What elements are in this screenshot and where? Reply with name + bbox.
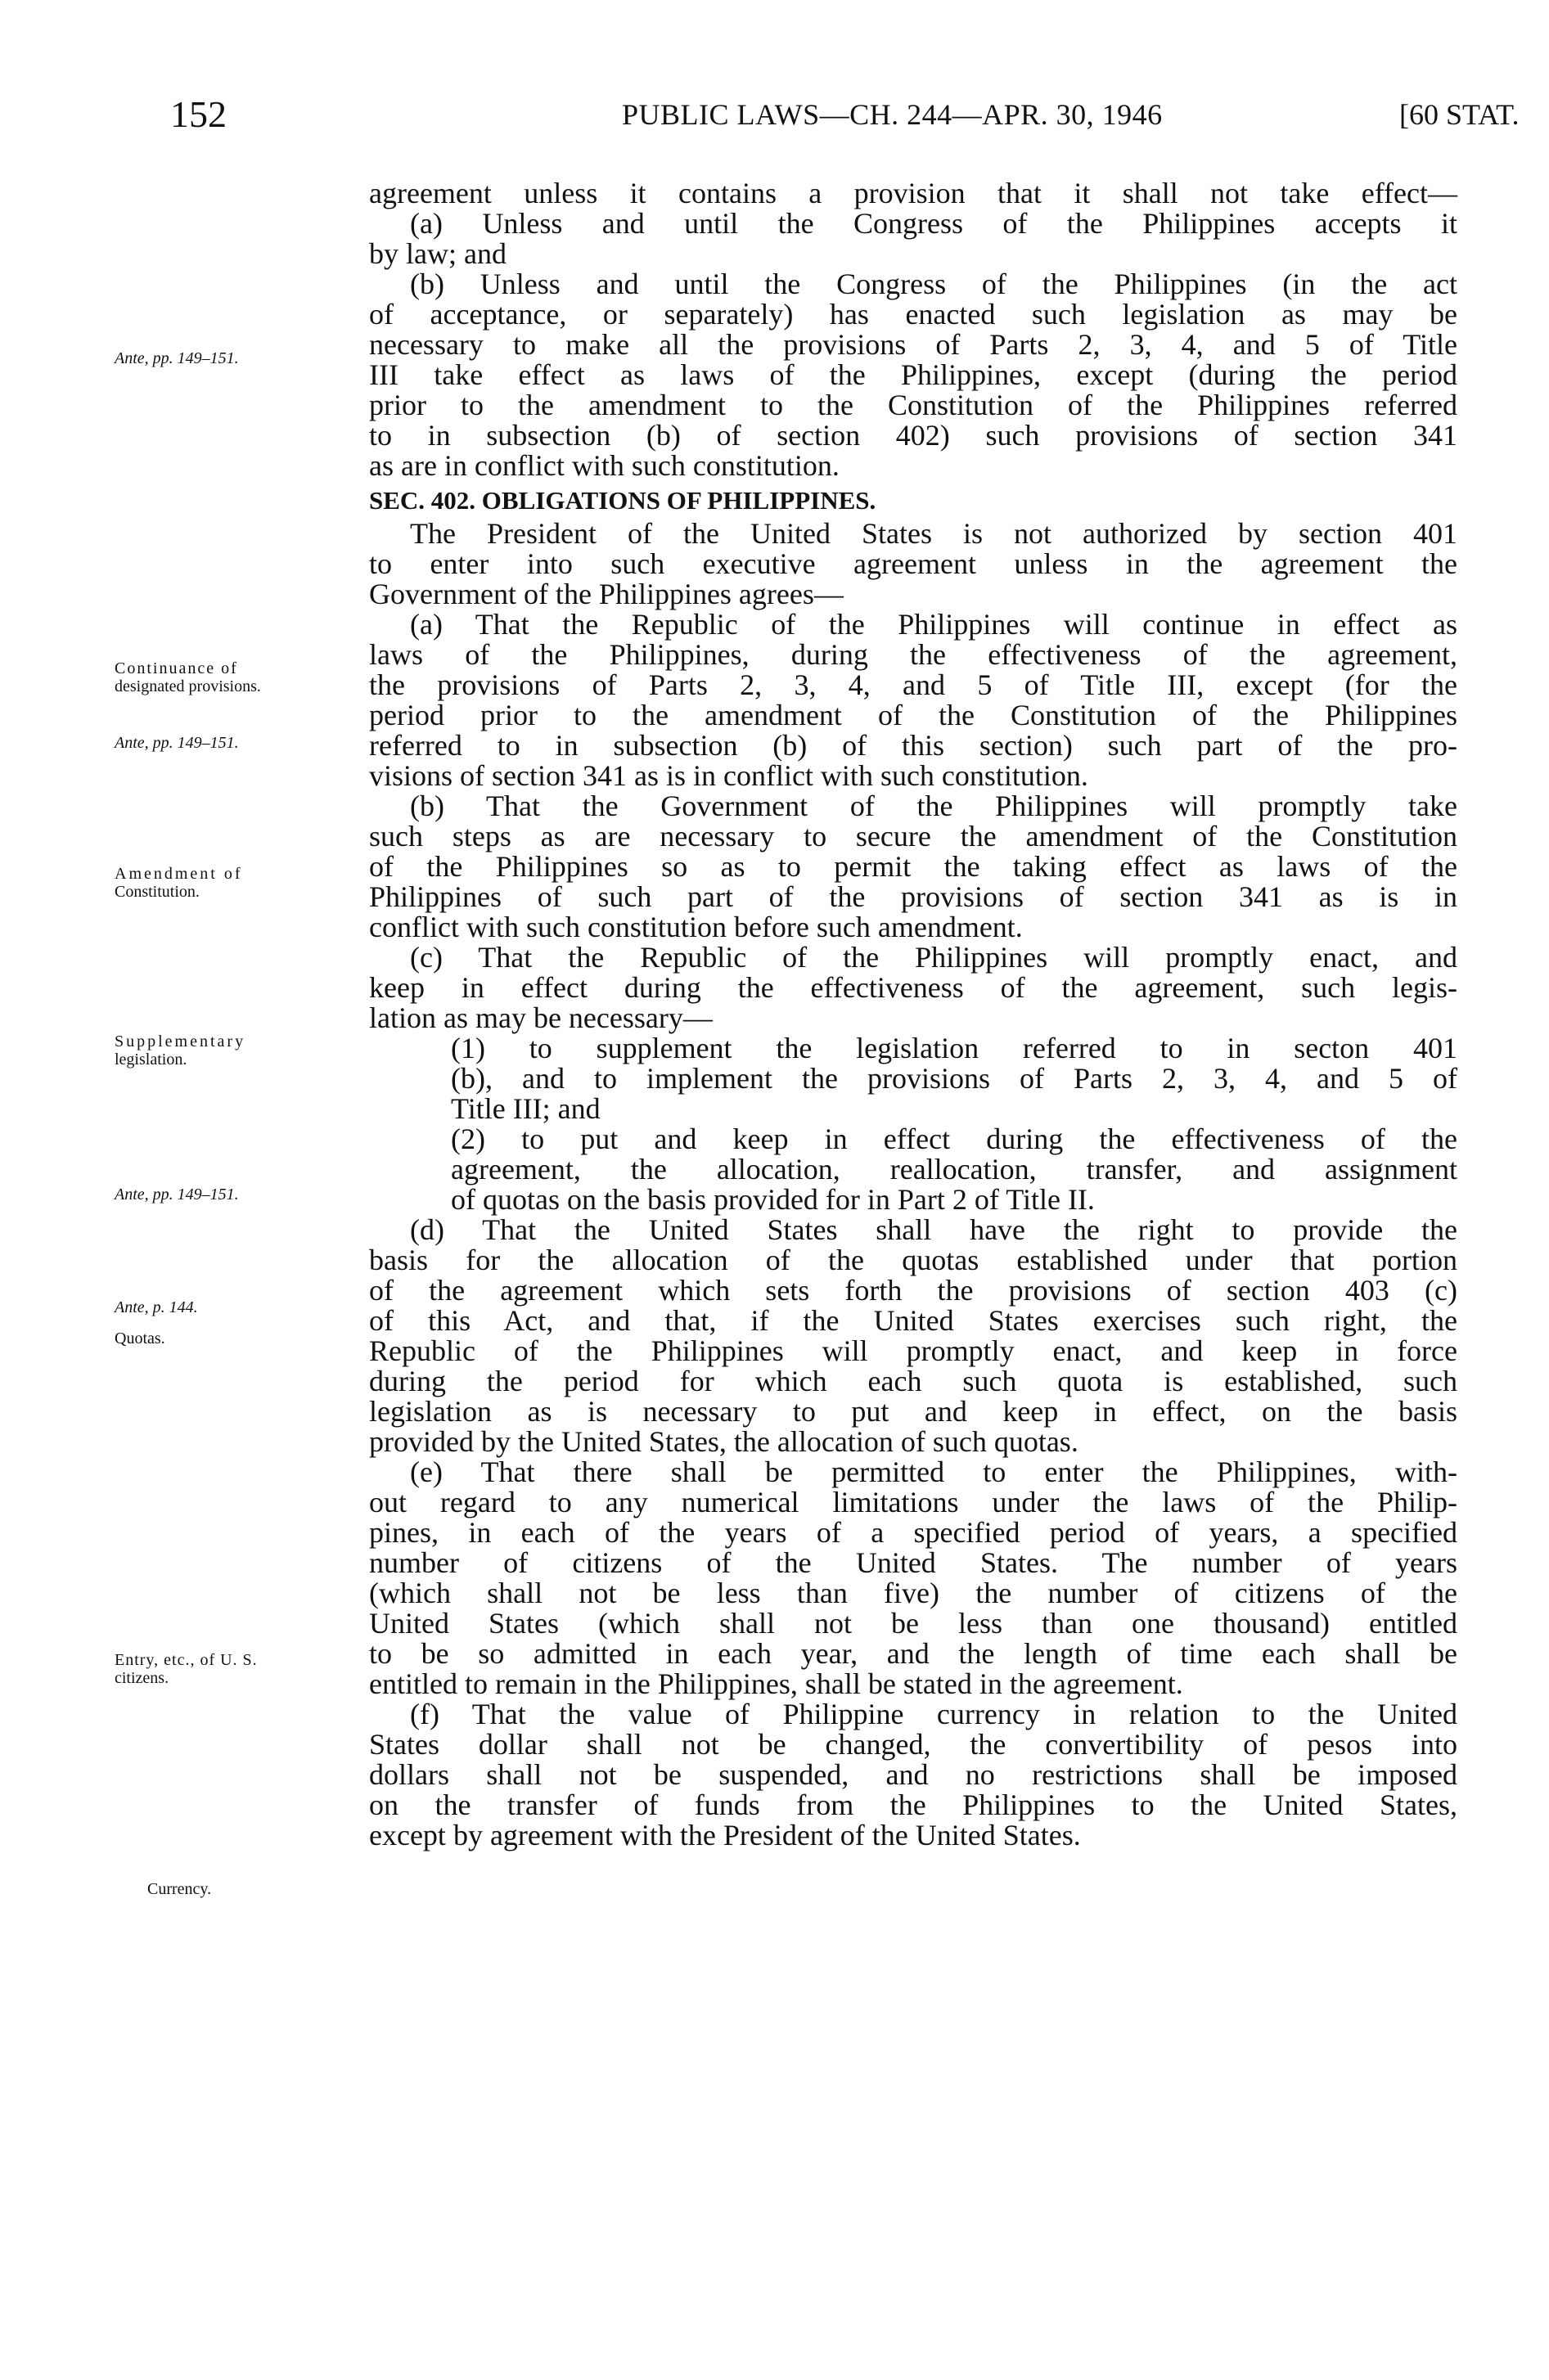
margin-note-entry: Entry, etc., of U. S. citizens. — [115, 1651, 258, 1687]
margin-note-ante: Ante, pp. 149–151. — [115, 1186, 239, 1203]
text-line: of the Philippines so as to permit the taking effect as laws of the — [369, 850, 1457, 883]
text-line: United States (which shall not be less than one thousand) entitled — [369, 1607, 1457, 1640]
text-line: to in subsection (b) of section 402) such provisions of section 341 — [369, 419, 1457, 452]
margin-note-ante: Ante, pp. 149–151. — [115, 734, 239, 752]
text-line: of this Act, and that, if the United States exercises such right, the — [369, 1304, 1457, 1337]
text-line: (a) That the Republic of the Philippines will continue in effect as — [410, 608, 1457, 641]
text-line: (d) That the United States shall have the right to provide the — [410, 1213, 1457, 1246]
margin-note-ante: Ante, p. 144. — [115, 1298, 198, 1316]
text-line: agreement, the allocation, reallocation, transfer, and assignment — [451, 1153, 1457, 1186]
margin-note-ante: Ante, pp. 149–151. — [115, 349, 239, 367]
text-line: prior to the amendment to the Constitution of the Philippines referred — [369, 389, 1457, 421]
text-line: (a) Unless and until the Congress of the Philippines accepts it — [410, 207, 1457, 240]
text-line: (b) Unless and until the Congress of the Philippines (in the act — [410, 268, 1457, 300]
text-line: (2) to put and keep in effect during the effectiveness of the — [451, 1123, 1457, 1155]
text-line: (f) That the value of Philippine currency in relation to the United — [410, 1698, 1457, 1730]
text-line: to enter into such executive agreement unless in the agreement the — [369, 547, 1457, 580]
text-line: during the period for which each such quota is established, such — [369, 1365, 1457, 1397]
text-line: as are in conflict with such constitution. — [369, 449, 840, 482]
text-line: the provisions of Parts 2, 3, 4, and 5 of Title III, except (for the — [369, 668, 1457, 701]
text-line: out regard to any numerical limitations under the laws of the Philip- — [369, 1486, 1457, 1518]
text-line: States dollar shall not be changed, the convertibility of pesos into — [369, 1728, 1457, 1761]
section-heading: SEC. 402. OBLIGATIONS OF PHILIPPINES. — [369, 486, 876, 515]
text-line: (b), and to implement the provisions of Parts 2, 3, 4, and 5 of — [451, 1062, 1457, 1095]
text-line: conflict with such constitution before such amendment. — [369, 911, 1023, 943]
volume-reference: [60 STAT. — [1399, 98, 1520, 131]
page-number: 152 — [170, 93, 227, 135]
body-text — [369, 178, 1457, 1851]
margin-note-continuance: Continuance of designated provisions. — [115, 659, 261, 695]
text-line: of the agreement which sets forth the provisions of section 403 (c) — [369, 1274, 1457, 1307]
text-line: (b) That the Government of the Philippines will promptly take — [410, 790, 1457, 822]
running-head: PUBLIC LAWS—CH. 244—APR. 30, 1946 — [622, 98, 1163, 131]
text-line: The President of the United States is not authorized by section 401 — [410, 517, 1457, 550]
text-line: agreement unless it contains a provision that it shall not take effect— — [369, 177, 1457, 209]
text-line: entitled to remain in the Philippines, shall be stated in the agreement. — [369, 1667, 1183, 1700]
text-line: (c) That the Republic of the Philippines will promptly enact, and — [410, 941, 1457, 974]
margin-note-amendment: Amendment of Constitution. — [115, 865, 243, 901]
text-line: (which shall not be less than five) the number of citizens of the — [369, 1577, 1457, 1609]
text-line: dollars shall not be suspended, and no restrictions shall be imposed — [369, 1758, 1457, 1791]
text-line: keep in effect during the effectiveness of the agreement, such legis- — [369, 971, 1457, 1004]
text-line: legislation as is necessary to put and keep in effect, on the basis — [369, 1395, 1457, 1428]
text-line: provided by the United States, the allocation of such quotas. — [369, 1425, 1078, 1458]
text-line: Title III; and — [451, 1092, 601, 1125]
text-line: Government of the Philippines agrees— — [369, 578, 844, 610]
text-line: laws of the Philippines, during the effectiveness of the agreement, — [369, 638, 1457, 671]
text-line: on the transfer of funds from the Philippines to the United States, — [369, 1788, 1457, 1821]
text-line: referred to in subsection (b) of this section) such part of the pro- — [369, 729, 1457, 762]
text-line: (e) That there shall be permitted to enter the Philippines, with- — [410, 1455, 1457, 1488]
text-line: III take effect as laws of the Philippines, except (during the period — [369, 358, 1457, 391]
text-line: period prior to the amendment of the Constitution of the Philippines — [369, 699, 1457, 731]
text-line: basis for the allocation of the quotas established under that portion — [369, 1244, 1457, 1276]
text-line: of acceptance, or separately) has enacted such legislation as may be — [369, 298, 1457, 331]
text-line: Philippines of such part of the provisions of section 341 as is in — [369, 880, 1457, 913]
text-line: by law; and — [369, 237, 507, 270]
text-line: to be so admitted in each year, and the length of time each shall be — [369, 1637, 1457, 1670]
text-line: necessary to make all the provisions of Parts 2, 3, 4, and 5 of Title — [369, 328, 1457, 361]
margin-note-supplementary: Supplementary legislation. — [115, 1033, 246, 1069]
text-line: number of citizens of the United States. The number of years — [369, 1546, 1457, 1579]
text-line: lation as may be necessary— — [369, 1001, 713, 1034]
text-line: pines, in each of the years of a specified period of years, a specified — [369, 1516, 1457, 1549]
text-line: Republic of the Philippines will promptly enact, and keep in force — [369, 1334, 1457, 1367]
text-line: except by agreement with the President of the United States. — [369, 1819, 1081, 1851]
margin-note-quotas: Quotas. — [115, 1329, 165, 1347]
text-line: (1) to supplement the legislation referred to in secton 401 — [451, 1032, 1457, 1064]
text-line: such steps as are necessary to secure the amendment of the Constitution — [369, 820, 1457, 853]
margin-note-currency: Currency. — [147, 1880, 212, 1898]
text-line: visions of section 341 as is in conflict with such constitution. — [369, 759, 1088, 792]
text-line: of quotas on the basis provided for in Part 2 of Title II. — [451, 1183, 1095, 1216]
